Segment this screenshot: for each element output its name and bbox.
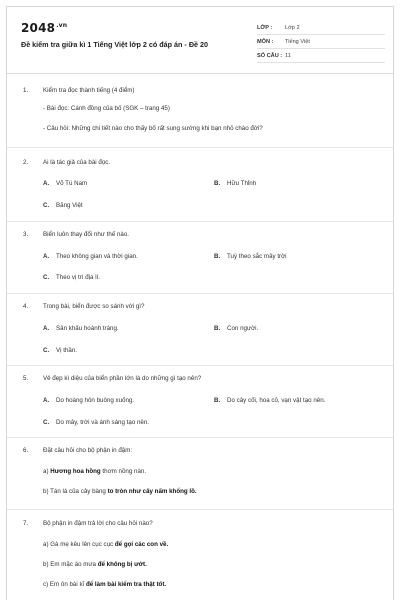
question-2: 2. Ai là tác giả của bài đọc. bbox=[23, 159, 111, 166]
option-c[interactable]: C. Do mây, trời và ánh sáng tạo nên. bbox=[43, 419, 150, 426]
option-c[interactable]: C. Vị thần. bbox=[43, 347, 77, 354]
option-a[interactable]: A. Võ Tú Nam bbox=[43, 180, 88, 187]
option-a[interactable]: A. Do hoàng hôn buông xuống. bbox=[43, 397, 135, 404]
option-b[interactable]: B. Con người. bbox=[214, 325, 259, 332]
meta-key: MÔN : bbox=[257, 38, 274, 45]
option-c[interactable]: C. Băng Việt bbox=[43, 202, 83, 209]
question-separator bbox=[7, 293, 393, 294]
question-4: 4. Trong bài, biển được so sánh với gì? bbox=[23, 303, 145, 310]
question-1-prompt: - Câu hỏi: Những chi tiết nào cho thấy bố rất sung sướng khi bạn nhỏ chào đời? bbox=[43, 125, 263, 132]
option-b[interactable]: B. Hữu Thỉnh bbox=[214, 180, 257, 187]
site-logo[interactable]: $2048^{.vn}$ bbox=[21, 21, 68, 35]
header-divider bbox=[7, 73, 393, 74]
meta-value: Lớp 2 bbox=[285, 24, 300, 31]
question-separator bbox=[7, 147, 393, 148]
option-c[interactable]: C. Theo vị trí địa lí. bbox=[43, 274, 101, 281]
question-1: 1. Kiểm tra đọc thành tiếng (4 điểm) bbox=[23, 87, 135, 94]
question-separator bbox=[7, 221, 393, 222]
option-a[interactable]: A. Theo không gian và thời gian. bbox=[43, 253, 138, 260]
meta-key: LỚP : bbox=[257, 24, 273, 31]
question-1-reading: - Bài đọc: Cánh đồng của bố (SGK – trang 45) bbox=[43, 105, 170, 112]
question-6-part-b: b) Tán lá của cây bàng to tròn như cây nấm khổng lồ. bbox=[43, 488, 197, 495]
option-a[interactable]: A. Sân khấu hoành tráng. bbox=[43, 325, 119, 332]
meta-row-class bbox=[257, 21, 385, 35]
question-6-part-a: a) Hương hoa hồng thơm nồng nàn. bbox=[43, 468, 147, 475]
question-3: 3. Biển luôn thay đổi như thế nào. bbox=[23, 231, 130, 238]
meta-value: 11 bbox=[285, 52, 291, 59]
meta-key: SỐ CÂU : bbox=[257, 52, 283, 59]
document-title: Đề kiểm tra giữa kì 1 Tiếng Việt lớp 2 có đáp án - Đề 20 bbox=[21, 40, 209, 49]
question-separator bbox=[7, 365, 393, 366]
question-6: 6. Đặt câu hỏi cho bộ phận in đậm: bbox=[23, 447, 133, 454]
question-7: 7. Bộ phận in đậm trả lời cho câu hỏi nào? bbox=[23, 520, 153, 527]
question-7-part-a: a) Gà mẹ kêu lên cục cục để gọi các con về. bbox=[43, 541, 169, 548]
question-separator bbox=[7, 437, 393, 438]
option-b[interactable]: B. Do cây cối, hoa cỏ, vạn vật tạo nên. bbox=[214, 397, 326, 404]
meta-table bbox=[257, 21, 385, 63]
option-b[interactable]: B. Tuỳ theo sắc mây trời bbox=[214, 253, 287, 260]
question-7-part-b: b) Em mặc áo mưa để không bị ướt. bbox=[43, 561, 147, 568]
document-page bbox=[6, 6, 394, 600]
question-7-part-c: c) Em ôn bài kĩ để làm bài kiểm tra thật tốt. bbox=[43, 581, 167, 588]
document-header bbox=[7, 7, 393, 71]
meta-value: Tiếng Việt bbox=[285, 38, 310, 45]
meta-row-count bbox=[257, 49, 385, 63]
question-separator bbox=[7, 509, 393, 510]
meta-row-subject bbox=[257, 35, 385, 49]
question-5: 5. Vẻ đẹp kì diệu của biển phần lớn là do những gì tạo nên? bbox=[23, 375, 202, 382]
